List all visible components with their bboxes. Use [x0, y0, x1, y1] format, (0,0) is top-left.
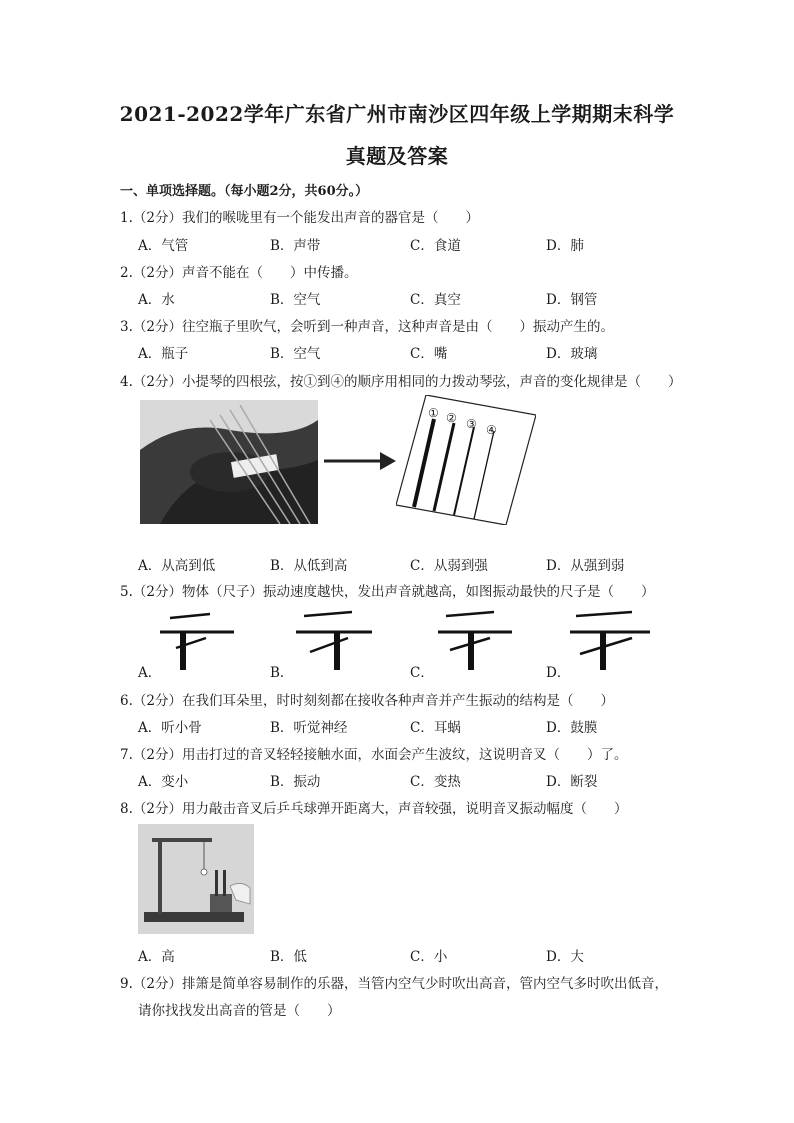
- option-d: D．大: [546, 949, 584, 965]
- option-c: C．从弱到强: [410, 558, 488, 574]
- question-7-stem: 7.（2分）用击打过的音叉轻轻接触水面，水面会产生波纹，这说明音叉（ ）了。: [120, 747, 628, 763]
- question-5-options: [138, 661, 698, 679]
- question-8-options: [138, 945, 698, 963]
- question-4-stem: 4.（2分）小提琴的四根弦，按①到④的顺序用相同的力拨动琴弦，声音的变化规律是（ ）: [120, 374, 682, 390]
- question-6-stem: 6.（2分）在我们耳朵里，时时刻刻都在接收各种声音并产生振动的结构是（ ）: [120, 693, 614, 709]
- string-label-3: ③: [466, 417, 477, 431]
- question-3-stem: 3.（2分）往空瓶子里吹气，会听到一种声音，这种声音是由（ ）振动产生的。: [120, 319, 614, 335]
- violin-photo: [140, 400, 318, 524]
- question-3-options: [138, 342, 698, 360]
- option-b: B．空气: [270, 292, 321, 308]
- question-9-stem: 9.（2分）排箫是简单容易制作的乐器，当管内空气少时吹出高音，管内空气多时吹出低音，: [120, 976, 668, 992]
- option-c: C．食道: [410, 238, 461, 254]
- question-5-stem: 5.（2分）物体（尺子）振动速度越快，发出声音就越高，如图振动最快的尺子是（ ）: [120, 584, 655, 600]
- question-6-options: [138, 716, 698, 734]
- option-b: B．从低到高: [270, 558, 348, 574]
- option-a: A．从高到低: [138, 558, 216, 574]
- option-a: A．听小骨: [138, 720, 202, 736]
- option-c: C．: [410, 665, 434, 681]
- question-4-options: [138, 554, 698, 572]
- option-d: D．钢管: [546, 292, 598, 308]
- option-a: A．变小: [138, 774, 189, 790]
- option-c: C．嘴: [410, 346, 448, 362]
- question-1-options: [138, 234, 698, 252]
- option-b: B．声带: [270, 238, 321, 254]
- tuning-fork-photo: [138, 824, 254, 934]
- option-c: C．小: [410, 949, 448, 965]
- option-d: D．鼓膜: [546, 720, 598, 736]
- option-d: D．玻璃: [546, 346, 598, 362]
- option-a: A．水: [138, 292, 175, 308]
- question-7-options: [138, 770, 698, 788]
- option-d: D．肺: [546, 238, 584, 254]
- option-a: A．: [138, 665, 162, 681]
- question-1-stem: 1.（2分）我们的喉咙里有一个能发出声音的器官是（ ）: [120, 210, 479, 226]
- strings-diagram: [396, 395, 536, 525]
- option-b: B．空气: [270, 346, 321, 362]
- option-b: B．低: [270, 949, 307, 965]
- option-b: B．: [270, 665, 294, 681]
- option-c: C．耳蜗: [410, 720, 461, 736]
- question-9-stem-line2: 请你找找发出高音的管是（ ）: [138, 1003, 341, 1019]
- string-label-2: ②: [446, 411, 457, 425]
- option-b: B．振动: [270, 774, 321, 790]
- option-a: A．瓶子: [138, 346, 189, 362]
- option-b: B．听觉神经: [270, 720, 348, 736]
- option-a: A．气管: [138, 238, 189, 254]
- option-c: C．变热: [410, 774, 461, 790]
- option-d: D．断裂: [546, 774, 598, 790]
- string-label-4: ④: [486, 423, 497, 437]
- question-2-options: [138, 288, 698, 306]
- option-a: A．高: [138, 949, 175, 965]
- arrow-icon: [324, 450, 396, 472]
- document-title-line1: 2021-2022学年广东省广州市南沙区四年级上学期期末科学: [119, 102, 675, 126]
- option-c: C．真空: [410, 292, 461, 308]
- string-label-1: ①: [428, 406, 439, 420]
- section-heading: 一、单项选择题。（每小题2分，共60分。）: [120, 184, 369, 199]
- option-d: D．: [546, 665, 571, 681]
- option-d: D．从强到弱: [546, 558, 625, 574]
- document-title-line2: 真题及答案: [345, 144, 449, 168]
- question-2-stem: 2.（2分）声音不能在（ ）中传播。: [120, 265, 358, 281]
- question-8-stem: 8.（2分）用力敲击音叉后乒乓球弹开距离大，声音较强，说明音叉振动幅度（ ）: [120, 801, 628, 817]
